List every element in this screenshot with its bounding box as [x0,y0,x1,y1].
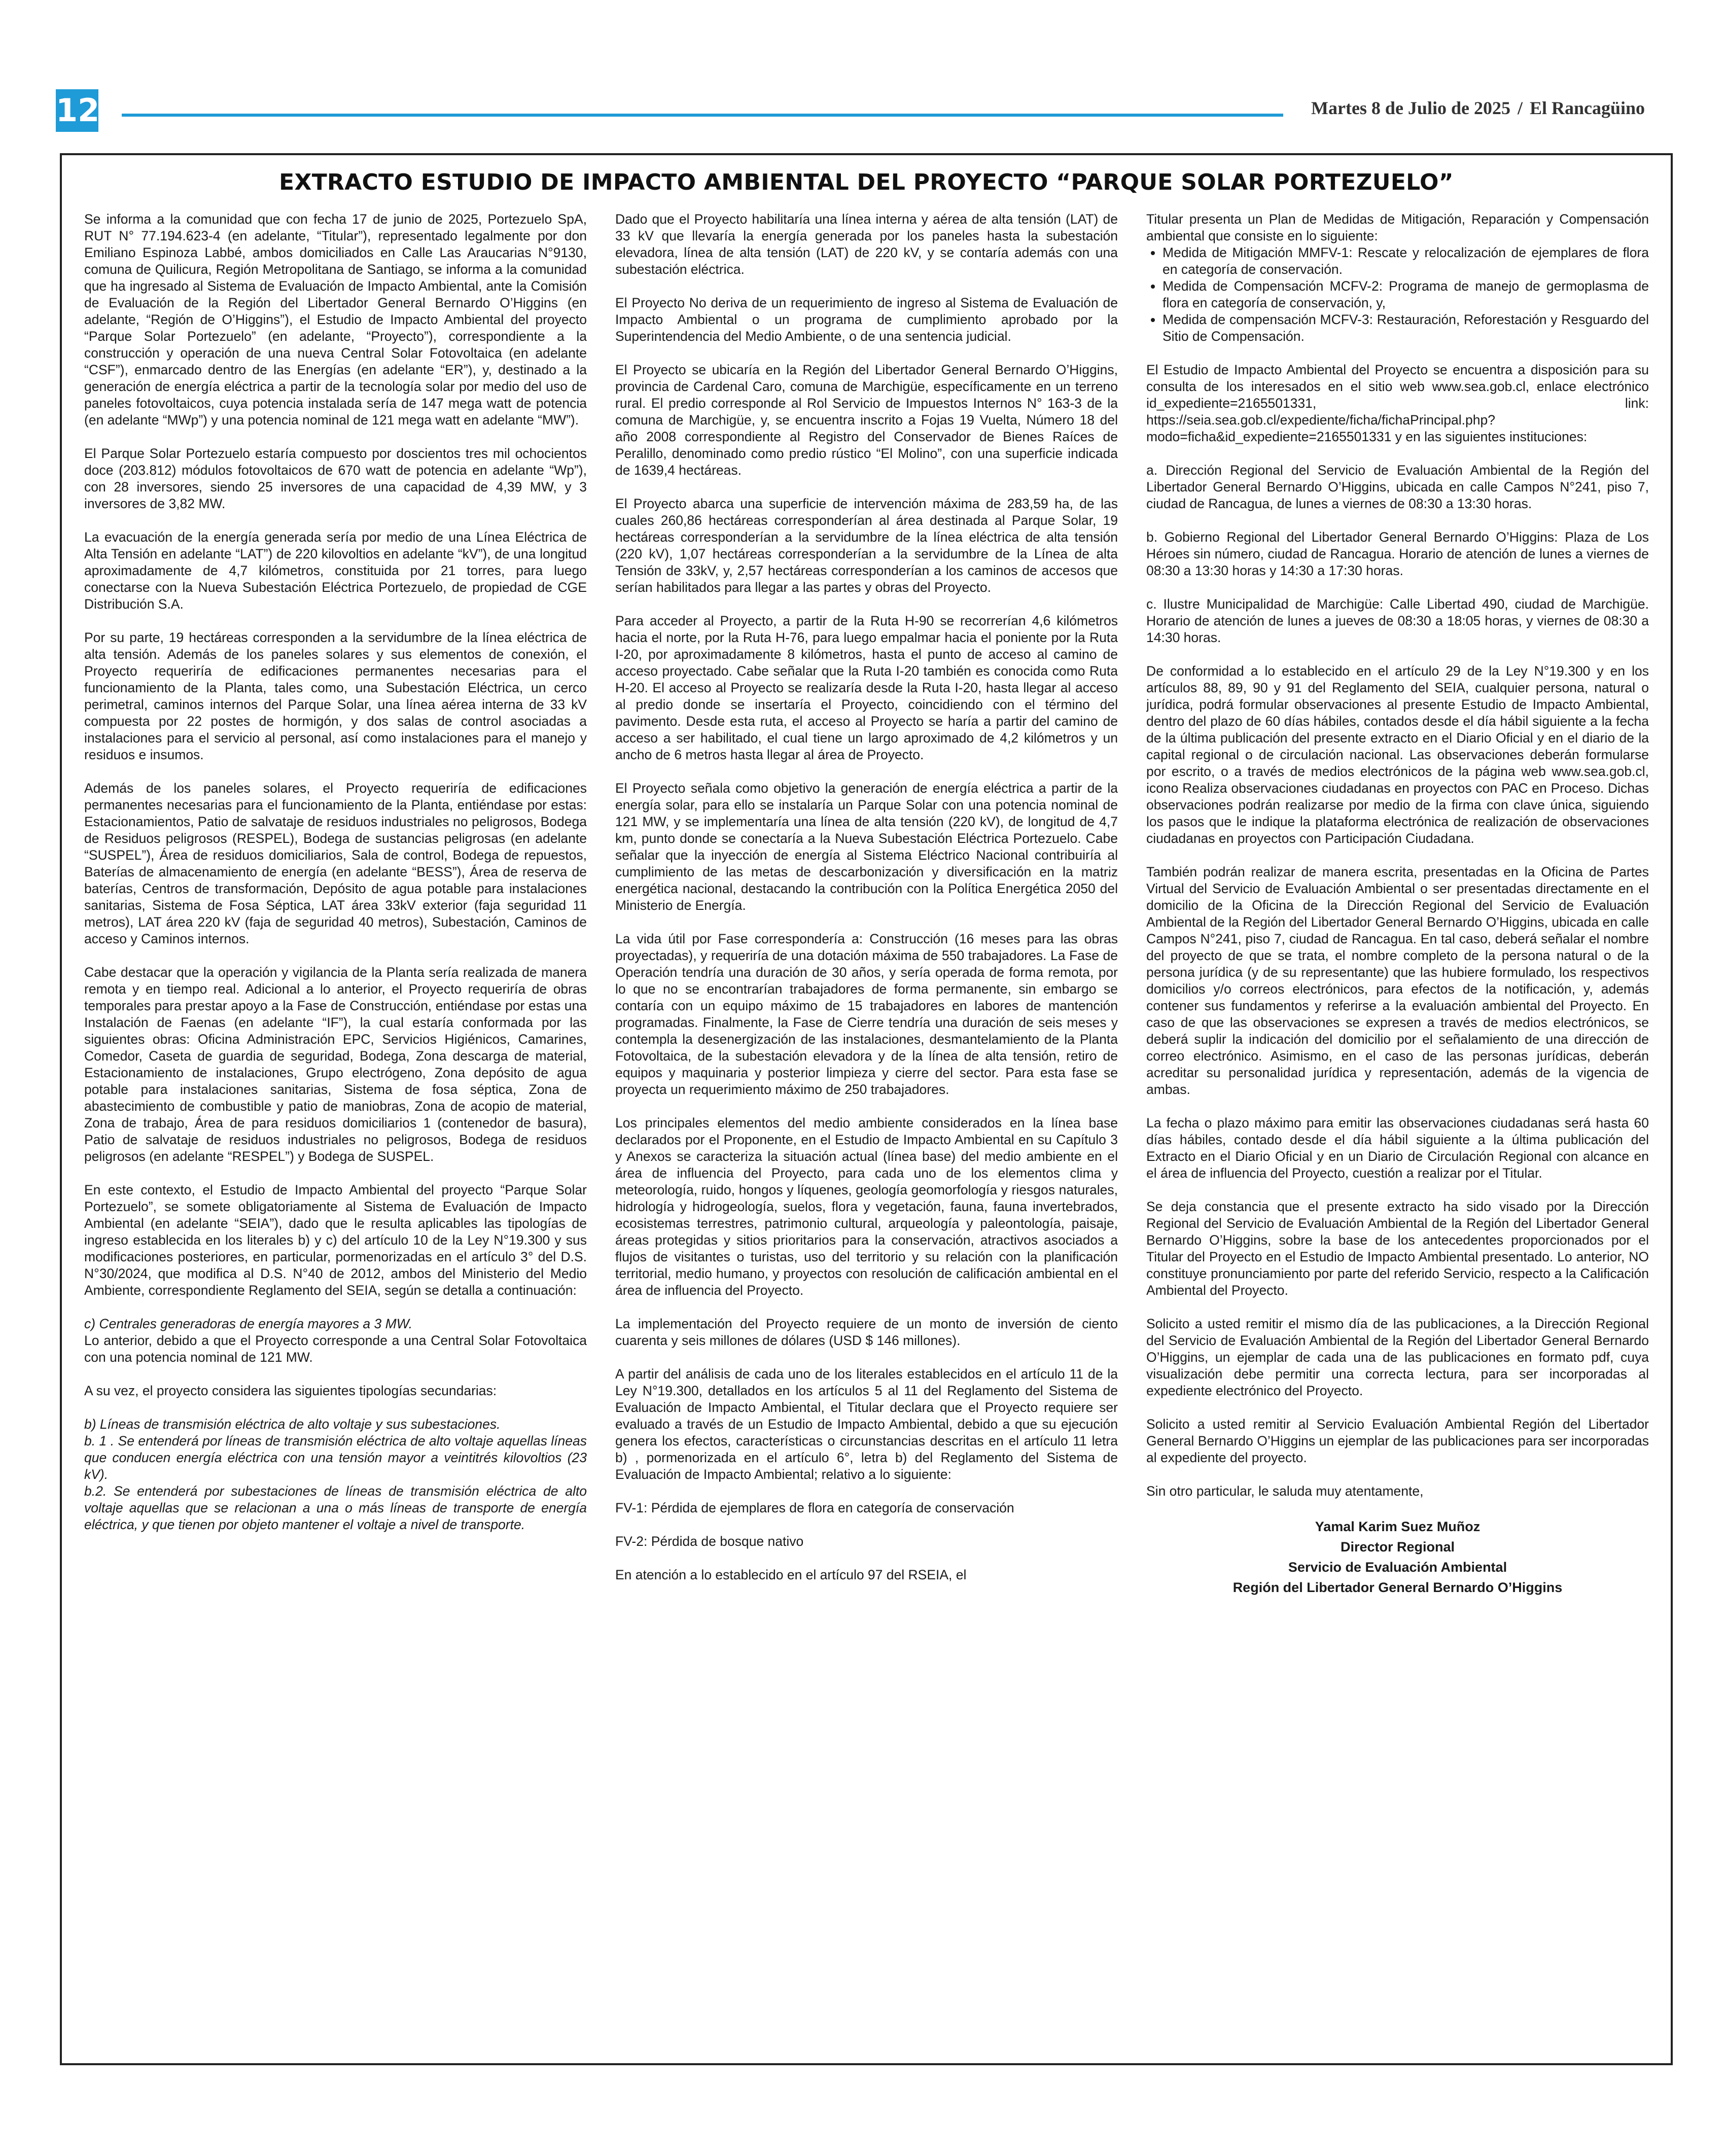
header-dateline [1311,97,1645,119]
paragraph: c. Ilustre Municipalidad de Marchigüe: Calle Libertad 490, ciudad de Marchigüe. Horario de atención de lunes a jueves de 08:30 a 18:05 horas, y viernes de 08:30 a 14:30 horas. [1146,596,1649,645]
notice-title: EXTRACTO ESTUDIO DE IMPACTO AMBIENTAL DEL PROYECTO “PARQUE SOLAR PORTEZUELO” [279,169,1454,195]
paragraph: La vida útil por Fase correspondería a: Construcción (16 meses para las obras proyectadas), y requeriría de una dotación máxima de 550 trabajadores. La Fase de Operación tendría una duración de 30 años, y sería operada de forma remota, por lo que no se encontrarían trabajadores de forma permanente, sin embargo se contaría con un equipo máximo de 15 trabajadores en labores de mantención programadas. Finalmente, la Fase de Cierre tendría una duración de seis meses y contempla la desenergización de las instalaciones, desmantelamiento de la Planta Fotovoltaica, de la subestación elevadora y de la línea de alta tensión, retiro de equipos y maquinaria y posterior limpieza y cierre del sector. Para esta fase se proyecta un requerimiento máximo de 250 trabajadores. [615,931,1118,1097]
public-notice-box [60,153,1673,2065]
paragraph: b. Gobierno Regional del Libertador General Bernardo O’Higgins: Plaza de Los Héroes sin número, ciudad de Rancagua. Horario de atención de lunes a viernes de 08:30 a 13:30 horas y 14:30 a 17:30 horas. [1146,529,1649,578]
paragraph: Los principales elementos del medio ambiente considerados en la línea base declarados por el Proponente, en el Estudio de Impacto Ambiental en su Capítulo 3 y Anexos se caracteriza la situación actual (línea base) del medio ambiente en el área de influencia del Proyecto, para cada uno de los elementos clima y meteorología, ruido, hongos y líquenes, geología geomorfología y riesgos naturales, hidrología y hidrogeología, suelos, flora y vegetación, fauna, fauna invertebrados, ecosistemas terrestres, patrimonio cultural, arqueología y paleontología, paisaje, áreas protegidas y sitios prioritarios para la conservación, atractivos asociados a flujos de visitantes o turistas, uso del territorio y su relación con la planificación territorial, medio humano, y proyectos con resolución de calificación ambiental en el área de influencia del Proyecto. [615,1115,1118,1298]
paragraph: Solicito a usted remitir al Servicio Evaluación Ambiental Región del Libertador General Bernardo O’Higgins un ejemplar de las publicaciones para ser incorporadas al expediente del proyecto. [1146,1417,1649,1465]
paragraph: Titular presenta un Plan de Medidas de Mitigación, Reparación y Compensación ambiental que consiste en lo siguiente: [1146,211,1649,243]
column-1 [84,211,587,2047]
paragraph: En este contexto, el Estudio de Impacto Ambiental del proyecto “Parque Solar Portezuelo”, se somete obligatoriamente al Sistema de Evaluación de Impacto Ambiental (en adelante “SEIA”), dado que le resulta aplicables las tipologías de ingreso establecida en los literales b) y c) del artículo 10 de la Ley N°19.300 y sus modificaciones posteriores, en particular, pormenorizadas en el artículo 3° del D.S. N°30/2024, que modifica al D.S. N°40 de 2012, ambos del Ministerio del Medio Ambiente, correspondiente Reglamento del SEIA, según se detalla a continuación: [84,1182,587,1298]
measures-list [1146,244,1649,345]
paragraph: Además de los paneles solares, el Proyecto requeriría de edificaciones permanentes necesarias para el funcionamiento de la Planta, entiéndase por estas: Estacionamientos, Patio de salvataje de residuos industriales no peligrosos, Bodega de Residuos peligrosos (RESPEL), Bodega de sustancias peligrosas (en adelante “SUSPEL”), Área de residuos domiciliarios, Sala de control, Bodega de repuestos, Baterías de almacenamiento de energía (en adelante “BESS”), Área de reserva de baterías, Centros de transformación, Depósito de agua potable para instalaciones sanitarias, Sistema de Fosa Séptica, LAT área 33kV exterior (faja seguridad 11 metros), LAT área 220 kV (faja de seguridad 40 metros), Subestación, Caminos de acceso y Caminos internos. [84,781,587,946]
list-item: • Medida de Compensación MCFV-2: Programa de manejo de germoplasma de flora en categoría de conservación, y, [1163,278,1649,311]
signatory-region: Región del Libertador General Bernardo O’Higgins [1232,1580,1563,1595]
paragraph: Por su parte, 19 hectáreas corresponden a la servidumbre de la línea eléctrica de alta tensión. Además de los paneles solares y sus elementos de conexión, el Proyecto requeriría de edificaciones permanentes necesarias para el funcionamiento de la Planta, tales como, una Subestación Eléctrica, un cerco perimetral, caminos internos del Parque Solar, una línea aérea interna de 33 kV compuesta por 22 postes de hormigón, y dos salas de control asociadas a instalaciones para el servicio al personal, así como instalaciones para el manejo y residuos e insumos. [84,630,587,762]
effect-item: FV-1: Pérdida de ejemplares de flora en categoría de conservación [615,1500,1014,1515]
typology-definition: b.2. Se entenderá por subestaciones de líneas de transmisión eléctrica de alto voltaje aquellas que se relacionan a una o más líneas de transporte de energía eléctrica, y que tienen por objeto mantener el voltaje a nivel de transporte. [84,1483,587,1532]
header-rule [122,114,1283,117]
paragraph: a. Dirección Regional del Servicio de Evaluación Ambiental de la Región del Libertador General Bernardo O’Higgins, ubicada en calle Campos N°241, piso 7, ciudad de Rancagua, de lunes a viernes de 08:30 a 13:30 horas. [1146,463,1649,511]
typology-primary: c) Centrales generadoras de energía mayores a 3 MW. [84,1316,413,1331]
paragraph: El Proyecto No deriva de un requerimiento de ingreso al Sistema de Evaluación de Impacto Ambiental o un programa de cumplimiento aprobado por la Superintendencia del Medio Ambiente, o de una sentencia judicial. [615,295,1118,344]
paragraph: También podrán realizar de manera escrita, presentadas en la Oficina de Partes Virtual del Servicio de Evaluación Ambiental o ser presentadas directamente en el domicilio de la Oficina de la Dirección Regional del Servicio de Evaluación Ambiental de la Región del Libertador General Bernardo O’Higgins, ubicada en calle Campos N°241, piso 7, ciudad de Rancagua. En tal caso, deberá señalar el nombre del proyecto de que se trata, el nombre completo de la persona natural o de la persona jurídica (y de su representante) que las hubiere formulado, los respectivos domicilios y/o correos electrónicos, para efectos de la notificación, y, además contener sus fundamentos y referirse a la evaluación ambiental del Proyecto. En caso de que las observaciones se expresen a través de medios electrónicos, se deberá suplir la indicación del domicilio por el señalamiento de una dirección de correo electrónico. Asimismo, en el caso de las personas jurídicas, deberán acreditar su personalidad jurídica y representación, además de la vigencia de ambas. [1146,864,1649,1097]
header-separator: / [1517,98,1523,118]
paragraph: La fecha o plazo máximo para emitir las observaciones ciudadanas será hasta 60 días hábiles, contado desde el día hábil siguiente a la última publicación del Extracto en el Diario Oficial y en un Diario de Circulación Regional con alcance en el área de influencia del Proyecto, cuestión a realizar por el Titular. [1146,1115,1649,1181]
signatory-name: Yamal Karim Suez Muñoz [1315,1519,1481,1534]
paragraph: El Parque Solar Portezuelo estaría compuesto por doscientos tres mil ochocientos doce (203.812) módulos fotovoltaicos de 670 watt de potencia en adelante “Wp”), con 28 inversores, siendo 25 inversores de una capacidad de 4,39 MW, y 3 inversores de 3,82 MW. [84,446,587,511]
paragraph: En atención a lo establecido en el artículo 97 del RSEIA, el [615,1567,967,1582]
paragraph: Sin otro particular, le saluda muy atentamente, [1146,1483,1424,1499]
issue-date: Martes 8 de Julio de 2025 [1311,98,1510,118]
signature-block [1146,1516,1649,1598]
paragraph: El Estudio de Impacto Ambiental del Proyecto se encuentra a disposición para su consulta de los interesados en el sitio web www.sea.gob.cl, enlace electrónico id_expediente=2165501331, link: https://seia.sea.gob.cl/expediente/ficha/fichaPrincipal.php?modo=ficha&id_expediente=2165501331 y en las siguientes instituciones: [1146,362,1649,444]
list-item: • Medida de compensación MCFV-3: Restauración, Reforestación y Resguardo del Sitio de Compensación. [1163,311,1649,345]
paragraph: Se deja constancia que el presente extracto ha sido visado por la Dirección Regional del Servicio de Evaluación Ambiental de la Región del Libertador General Bernardo O’Higgins, sobre la base de los antecedentes proporcionados por el Titular del Proyecto en el Estudio de Impacto Ambiental presentado. Lo anterior, NO constituye pronunciamiento por parte del referido Servicio, respecto a la Calificación Ambiental del Proyecto. [1146,1199,1649,1298]
paragraph: El Proyecto señala como objetivo la generación de energía eléctrica a partir de la energía solar, para ello se instalaría un Parque Solar con una potencia nominal de 121 MW, y se implementaría una línea de alta tensión (220 kV), de longitud de 4,7 km, punto donde se conectaría a la Nueva Subestación Eléctrica Portezuelo. Cabe señalar que la inyección de energía al Sistema Eléctrico Nacional contribuiría al cumplimiento de las metas de descarbonización y diversificación en la matriz energética nacional, destacando la contribución con la Política Energética 2050 del Ministerio de Energía. [615,781,1118,913]
paragraph: El Proyecto abarca una superficie de intervención máxima de 283,59 ha, de las cuales 260,86 hectáreas corresponderían al área destinada al Parque Solar, 19 hectáreas corresponderían a la servidumbre de la línea eléctrica de alta tensión (220 kV), 1,07 hectáreas corresponderían a la servidumbre de la Línea de alta Tensión de 33kV, y, 2,57 hectáreas corresponderían a los caminos de accesos que serían habilitados para llegar a las partes y obras del Proyecto. [615,496,1118,595]
page-number: 12 [56,89,98,132]
paragraph: Dado que el Proyecto habilitaría una línea interna y aérea de alta tensión (LAT) de 33 kV que llevaría la energía generada por los paneles hasta la subestación elevadora, línea de alta tensión (LAT) de 220 kV, y se contaría además con una subestación eléctrica. [615,211,1118,277]
paragraph: La implementación del Proyecto requiere de un monto de inversión de ciento cuarenta y seis millones de dólares (USD $ 146 millones). [615,1316,1118,1348]
paragraph: A su vez, el proyecto considera las siguientes tipologías secundarias: [84,1383,497,1398]
paragraph: De conformidad a lo establecido en el artículo 29 de la Ley N°19.300 y en los artículos 88, 89, 90 y 91 del Reglamento del SEIA, cualquier persona, natural o jurídica, podrá formular observaciones al presente Estudio de Impacto Ambiental, dentro del plazo de 60 días hábiles, contados desde el día hábil siguiente a la fecha de la última publicación del presente extracto en el Diario Oficial y en el diario de la capital regional o de circulación nacional. Las observaciones deberán formularse por escrito, o a través de medios electrónicos de la página web www.sea.gob.cl, icono Realiza observaciones ciudadanas en proyectos con PAC en Proceso. Dichas observaciones podrán realizarse por medio de la firma con clave única, siguiendo los pasos que le indique la plataforma electrónica de realización de observaciones ciudadanas en proyectos con Participación Ciudadana. [1146,663,1649,846]
typology-definition: b. 1 . Se entenderá por líneas de transmisión eléctrica de alto voltaje aquellas líneas que conducen energía eléctrica con una tensión mayor a veintitrés kilovoltios (23 kV). [84,1433,587,1482]
signatory-agency: Servicio de Evaluación Ambiental [1288,1560,1507,1575]
column-3 [1146,211,1649,2047]
paragraph: Cabe destacar que la operación y vigilancia de la Planta sería realizada de manera remota y en tiempo real. Adicional a lo anterior, el Proyecto requeriría de obras temporales para prestar apoyo a la Fase de Construcción, entiéndase por estas una Instalación de Faenas (en adelante “IF”), la cual estaría conformada por las siguientes obras: Oficina Administración EPC, Servicios Higiénicos, Camarines, Comedor, Caseta de guardia de seguridad, Bodega, Zona descarga de material, Estacionamiento de instalaciones, Grupo electrógeno, Zona depósito de agua potable para instalaciones sanitarias, Sistema de fosa séptica, Zona de abastecimiento de combustible y patio de maniobras, Zona de acopio de material, Zona de trabajo, Área de para residuos domiciliarios 1 (contenedor de basura), Patio de salvataje de residuos industriales no peligrosos, Bodega de residuos peligrosos (en adelante “RESPEL”) y Bodega de SUSPEL. [84,965,587,1164]
typology-secondary: b) Líneas de transmisión eléctrica de alto voltaje y sus subestaciones. [84,1417,501,1432]
paragraph: La evacuación de la energía generada sería por medio de una Línea Eléctrica de Alta Tensión en adelante “LAT”) de 220 kilovoltios en adelante “kV”), de una longitud aproximadamente de 4,7 kilómetros, constituida por 21 torres, para luego conectarse con la Nueva Subestación Eléctrica Portezuelo, de propiedad de CGE Distribución S.A. [84,529,587,612]
paragraph: A partir del análisis de cada uno de los literales establecidos en el artículo 11 de la Ley N°19.300, detallados en los artículos 5 al 11 del Reglamento del Sistema de Evaluación de Impacto Ambiental, el Titular declara que el Proyecto requiere ser evaluado a través de un Estudio de Impacto Ambiental, debido a que su ejecución genera los efectos, características o circunstancias descritas en el artículo 11 letra b) , pormenorizada en el artículo 6°, letra b) del Reglamento del Sistema de Evaluación de Impacto Ambiental; relativo a lo siguiente: [615,1366,1118,1482]
signatory-title: Director Regional [1340,1539,1455,1554]
newspaper-name: El Rancagüino [1529,98,1645,118]
paragraph: Lo anterior, debido a que el Proyecto corresponde a una Central Solar Fotovoltaica con una potencia nominal de 121 MW. [84,1333,587,1365]
list-item: • Medida de Mitigación MMFV-1: Rescate y relocalización de ejemplares de flora en categoría de conservación. [1163,244,1649,278]
paragraph: El Proyecto se ubicaría en la Región del Libertador General Bernardo O’Higgins, provincia de Cardenal Caro, comuna de Marchigüe, específicamente en un terreno rural. El predio corresponde al Rol Servicio de Impuestos Internos N° 163-3 de la comuna de Marchigüe, y, se encuentra inscrito a Fojas 19 Vuelta, Número 18 del año 2008 correspondiente al Registro del Conservador de Bienes Raíces de Peralillo, denominado como predio rústico “El Molino”, con una superficie indicada de 1639,4 hectáreas. [615,362,1118,478]
paragraph: Para acceder al Proyecto, a partir de la Ruta H-90 se recorrerían 4,6 kilómetros hacia el norte, por la Ruta H-76, para luego empalmar hacia el poniente por la Ruta I-20, por aproximadamente 8 kilómetros, hasta el punto de acceso al camino de acceso proyectado. Cabe señalar que la Ruta I-20 también es conocida como Ruta H-20. El acceso al Proyecto se realizaría desde la Ruta I-20, hasta llegar al acceso al predio donde se insertaría el Proyecto, coincidiendo con el término del pavimento. Desde esta ruta, el acceso al Proyecto se haría a partir del camino de acceso a ser habilitado, el cual tiene un largo aproximado de 4,2 kilómetros y un ancho de 6 metros hasta llegar al área de Proyecto. [615,613,1118,762]
column-2 [615,211,1118,2047]
paragraph: Solicito a usted remitir el mismo día de las publicaciones, a la Dirección Regional del Servicio de Evaluación Ambiental de la Región del Libertador General Bernardo O’Higgins, un ejemplar de cada una de las publicaciones en formato pdf, cuya visualización debe permitir una correcta lectura, para ser incorporadas al expediente electrónico del Proyecto. [1146,1316,1649,1398]
notice-body [84,211,1649,2047]
paragraph: Se informa a la comunidad que con fecha 17 de junio de 2025, Portezuelo SpA, RUT N° 77.194.623-4 (en adelante, “Titular”), representado legalmente por don Emiliano Espinoza Labbé, ambos domiciliados en Calle Las Araucarias N°9130, comuna de Quilicura, Región Metropolitana de Santiago, se informa a la comunidad que ha ingresado al Sistema de Evaluación de Impacto Ambiental, ante la Comisión de Evaluación de la Región del Libertador General Bernardo O’Higgins (en adelante, “Región de O’Higgins”), el Estudio de Impacto Ambiental del proyecto “Parque Solar Portezuelo” (en adelante, “Proyecto”), correspondiente a la construcción y operación de una nueva Central Solar Fotovoltaica (en adelante “CSF”), enmarcado dentro de las Energías (en adelante “ER”), y, destinado a la generación de energía eléctrica a partir de la tecnología solar por medio del uso de paneles fotovoltaicos, cuya potencia instalada sería de 147 mega watt de potencia (en adelante “MWp”) y una potencia nominal de 121 mega watt en adelante “MW”). [84,211,587,428]
effect-item: FV-2: Pérdida de bosque nativo [615,1534,804,1549]
